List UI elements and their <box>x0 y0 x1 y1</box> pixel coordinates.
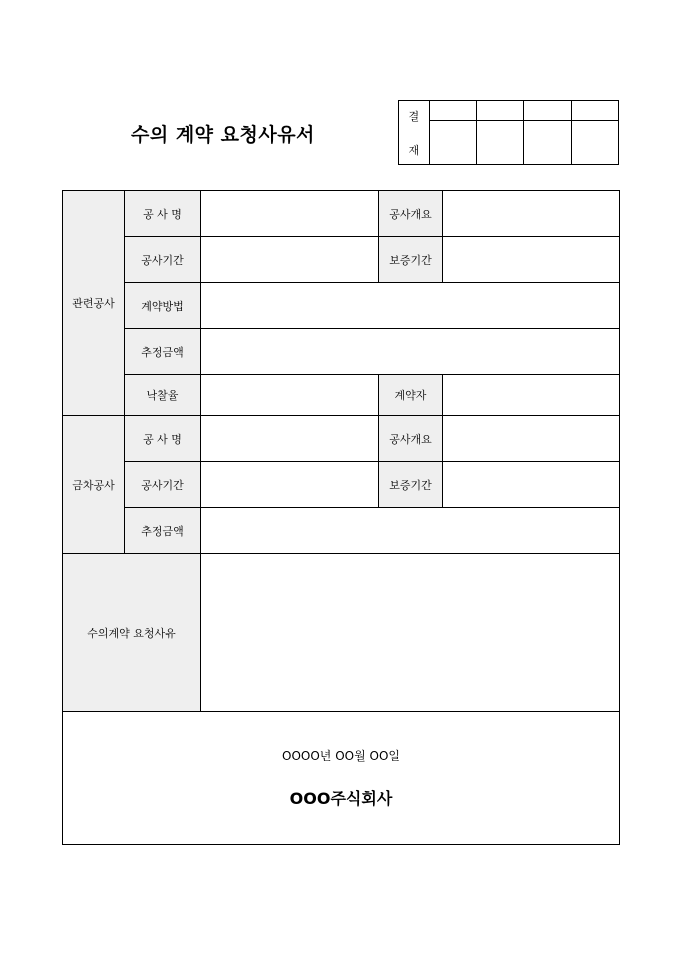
reason-label: 수의계약 요청사유 <box>63 554 201 712</box>
related-bid-rate-label: 낙찰율 <box>125 375 201 416</box>
current-period-field[interactable] <box>201 462 379 508</box>
related-period-field[interactable] <box>201 237 379 283</box>
related-name-field[interactable] <box>201 191 379 237</box>
related-name-label: 공 사 명 <box>125 191 201 237</box>
related-bid-rate-field[interactable] <box>201 375 379 416</box>
related-overview-field[interactable] <box>443 191 620 237</box>
approval-sign-cell[interactable] <box>477 121 524 165</box>
related-overview-label: 공사개요 <box>379 191 443 237</box>
approval-sign-cell[interactable] <box>429 121 476 165</box>
related-contractor-field[interactable] <box>443 375 620 416</box>
date-line: OOOO년 OO월 OO일 <box>282 749 400 763</box>
current-name-field[interactable] <box>201 416 379 462</box>
signature-area <box>63 712 620 845</box>
related-method-field[interactable] <box>201 283 620 329</box>
current-estimate-label: 추정금액 <box>125 508 201 554</box>
related-estimate-field[interactable] <box>201 329 620 375</box>
approval-title-cell <box>477 101 524 121</box>
related-warranty-label: 보증기간 <box>379 237 443 283</box>
current-warranty-field[interactable] <box>443 462 620 508</box>
current-overview-field[interactable] <box>443 416 620 462</box>
approval-title-cell <box>429 101 476 121</box>
approval-box <box>398 100 619 165</box>
current-warranty-label: 보증기간 <box>379 462 443 508</box>
current-period-label: 공사기간 <box>125 462 201 508</box>
document-title: 수의 계약 요청사유서 <box>131 124 315 146</box>
current-estimate-field[interactable] <box>201 508 620 554</box>
current-section-label: 금차공사 <box>63 416 125 554</box>
current-name-label: 공 사 명 <box>125 416 201 462</box>
approval-title-cell <box>524 101 571 121</box>
current-overview-label: 공사개요 <box>379 416 443 462</box>
related-period-label: 공사기간 <box>125 237 201 283</box>
approval-sign-cell[interactable] <box>571 121 618 165</box>
reason-field[interactable] <box>201 554 620 712</box>
request-form <box>62 190 620 845</box>
company-name: OOO주식회사 <box>289 789 393 808</box>
related-estimate-label: 추정금액 <box>125 329 201 375</box>
related-contractor-label: 계약자 <box>379 375 443 416</box>
related-method-label: 계약방법 <box>125 283 201 329</box>
approval-title-cell <box>571 101 618 121</box>
approval-sign-cell[interactable] <box>524 121 571 165</box>
related-section-label: 관련공사 <box>63 191 125 416</box>
approval-label: 결 재 <box>399 101 430 165</box>
related-warranty-field[interactable] <box>443 237 620 283</box>
